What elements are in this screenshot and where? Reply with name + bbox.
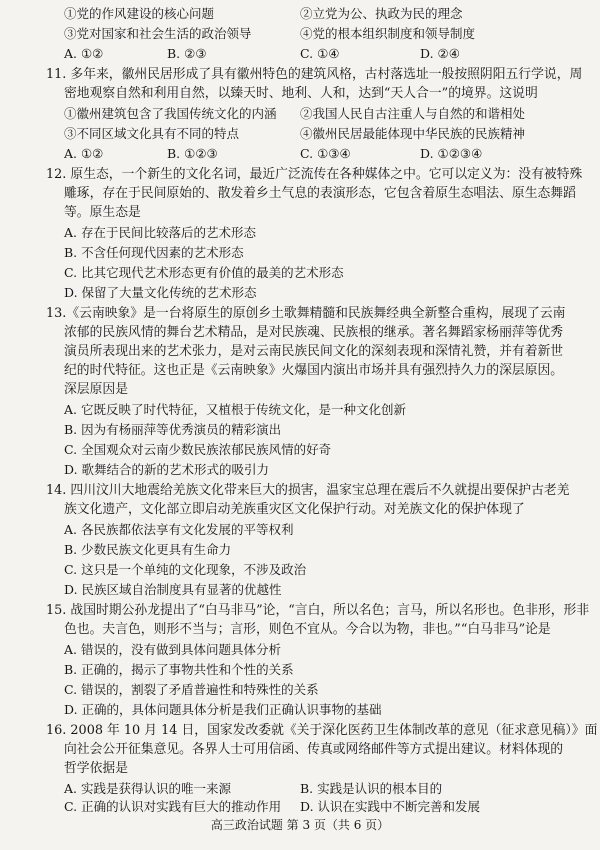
- option-c: C. 比其它现代艺术形态更有价值的最美的艺术形态: [64, 265, 344, 280]
- choice-b: B. ①②③: [167, 146, 218, 161]
- question-stem: 浓郁的民族风情的舞台艺术精品，是对民族魂、民族根的继承。著名舞蹈家杨丽萍等优秀: [64, 325, 564, 340]
- option-a: A. 实践是获得认识的唯一来源: [64, 781, 231, 796]
- option-a: A. 存在于民间比较落后的艺术形态: [64, 225, 256, 240]
- option-c: C. 错误的，割裂了矛盾普遍性和特殊性的关系: [64, 682, 319, 697]
- question-stem: 纪的时代特征。这也正是《云南映象》火爆国内演出市场并具有强烈持久力的深层原因。: [64, 363, 564, 378]
- choice-d: D. ①②③④: [420, 146, 483, 161]
- choice-c: C. ①④: [300, 46, 340, 61]
- choice-c: C. ①③④: [300, 146, 351, 161]
- question-stem: 向社会公开征集意见。各界人士可用信函、传真或网络邮件等方式提出建议。材料体现的: [64, 742, 564, 757]
- option-d: D. 保留了大量文化传统的艺术形态: [64, 285, 257, 300]
- option-3: ③党对国家和社会生活的政治领导: [64, 26, 252, 41]
- option-c: C. 这只是一个单纯的文化现象，不涉及政治: [64, 562, 307, 577]
- option-b: B. 正确的，揭示了事物共性和个性的关系: [64, 662, 294, 677]
- option-d: D. 正确的，具体问题具体分析是我们正确认识事物的基础: [64, 702, 382, 717]
- option-d: D. 民族区域自治制度具有显著的优越性: [64, 582, 282, 597]
- question-stem: 15. 战国时期公孙龙提出了“白马非马”论，“言白，所以名色；言马，所以名形也。色非形，形非: [46, 603, 590, 618]
- option-d: D. 认识在实践中不断完善和发展: [300, 799, 481, 814]
- option-b: B. 少数民族文化更具有生命力: [64, 542, 232, 557]
- question-stem: 等。原生态是: [64, 205, 141, 220]
- option-b: B. 不含任何现代因素的艺术形态: [64, 245, 244, 260]
- question-stem: 雕琢，存在于民间原始的、散发着乡土气息的表演形态，它包含着原生态唱法、原生态舞蹈: [64, 186, 576, 201]
- page-footer: 高三政治试题 第 3 页（共 6 页）: [210, 818, 390, 832]
- option-3: ③不同区域文化具有不同的特点: [64, 126, 240, 141]
- question-stem: 演员所表现出来的艺术张力，是对云南民族民间文化的深刻表现和深情礼赞，并有着新世: [64, 344, 564, 359]
- question-stem: 11. 多年来，徽州民居形成了具有徽州特色的建筑风格，古村落选址一般按照阴阳五行学说，周: [46, 67, 583, 82]
- question-stem: 密地观察自然和利用自然，以臻天时、地利、人和，达到“天人合一”的境界。这说明: [64, 86, 538, 101]
- option-d: D. 歌舞结合的新的艺术形式的吸引力: [64, 462, 270, 477]
- option-c: C. 正确的认识对实践有巨大的推动作用: [64, 799, 282, 814]
- option-a: A. 它既反映了时代特征，又植根于传统文化，是一种文化创新: [64, 402, 406, 417]
- choice-a: A. ①②: [64, 146, 104, 161]
- option-4: ④党的根本组织制度和领导制度: [300, 26, 476, 41]
- question-stem: 13.《云南映象》是一台将原生的原创乡土歌舞精髓和民族舞经典全新整合重构，展现了云南: [46, 306, 566, 321]
- option-4: ④徽州民居最能体现中华民族的民族精神: [300, 126, 526, 141]
- option-a: A. 各民族都依法享有文化发展的平等权利: [64, 522, 294, 537]
- option-c: C. 全国观众对云南少数民族浓郁民族风情的好奇: [64, 442, 332, 457]
- choice-a: A. ①②: [64, 46, 104, 61]
- option-b: B. 实践是认识的根本目的: [300, 781, 443, 796]
- question-stem: 12. 原生态，一个新生的文化名词，最近广泛流传在各种媒体之中。它可以定义为：没有被特殊: [46, 167, 583, 182]
- option-b: B. 因为有杨丽萍等优秀演员的精彩演出: [64, 422, 282, 437]
- question-stem: 哲学依据是: [64, 761, 128, 776]
- option-2: ②立党为公、执政为民的理念: [300, 6, 463, 21]
- choice-d: D. ②④: [420, 46, 460, 61]
- question-stem: 深层原因是: [64, 382, 128, 397]
- option-a: A. 错误的，没有做到具体问题具体分析: [64, 642, 281, 657]
- question-stem: 族文化遗产，文化部立即启动羌族重灾区文化保护行动。对羌族文化的保护体现了: [64, 502, 525, 517]
- question-stem: 16. 2008 年 10 月 14 日，国家发改委就《关于深化医药卫生体制改革的意见（征求意见稿）》面: [46, 723, 598, 738]
- choice-b: B. ②③: [167, 46, 207, 61]
- question-stem: 色也。夫言色，则形不当与；言形，则色不宜从。今合以为物，非也。”“白马非马”论是: [64, 622, 551, 637]
- question-stem: 14. 四川汶川大地震给羌族文化带来巨大的损害，温家宝总理在震后不久就提出要保护古老羌: [46, 483, 570, 498]
- option-1: ①党的作风建设的核心问题: [64, 6, 215, 21]
- option-1: ①徽州建筑包含了我国传统文化的内涵: [64, 106, 277, 121]
- option-2: ②我国人民自古注重人与自然的和谐相处: [300, 106, 526, 121]
